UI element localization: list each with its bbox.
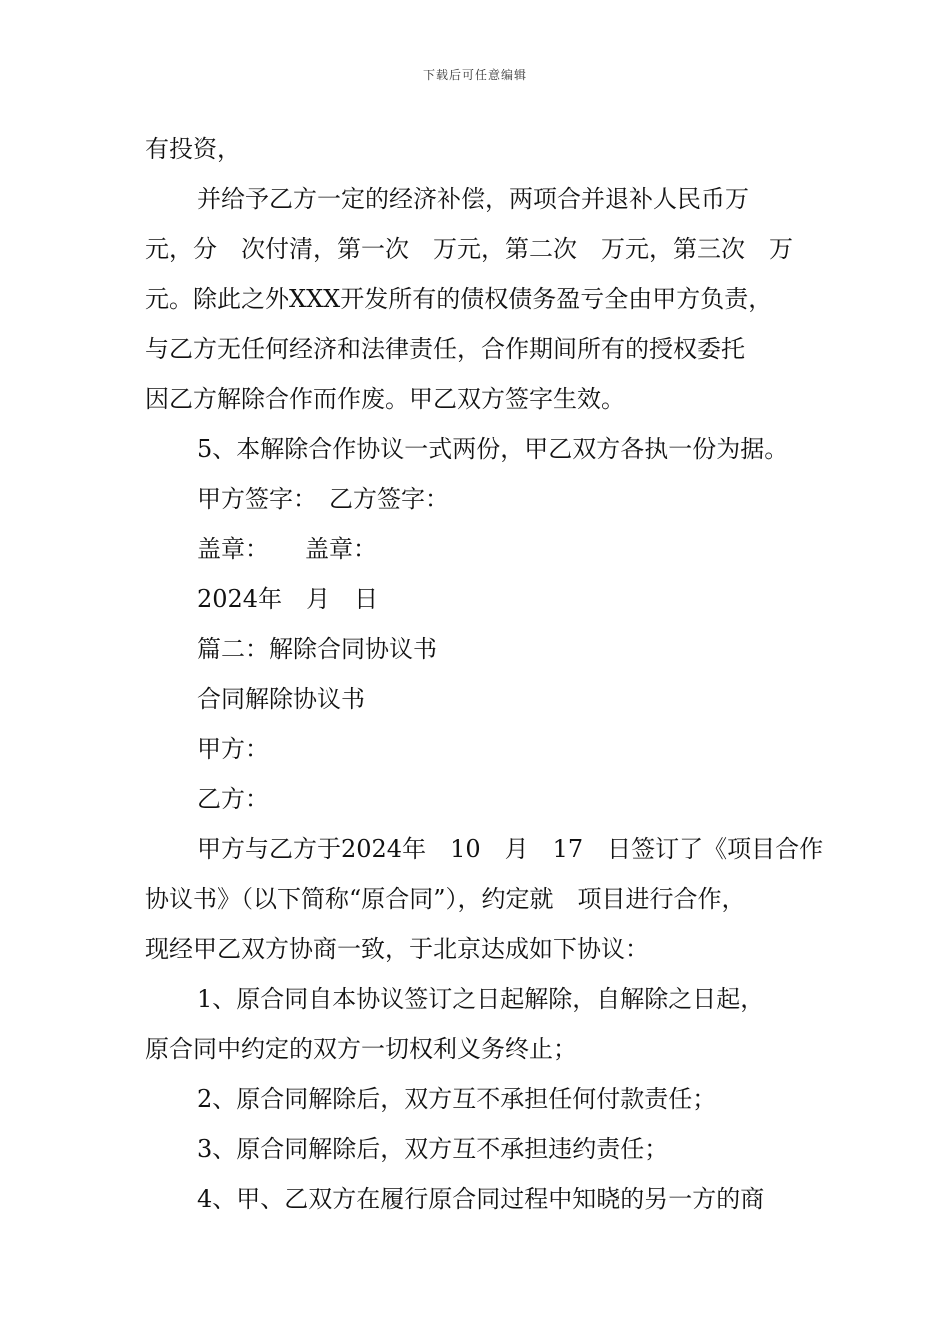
seal-line: 盖章： 盖章： xyxy=(197,535,377,563)
signature-line: 甲方签字： 乙方签字： xyxy=(197,485,449,513)
section-heading: 篇二：解除合同协议书 xyxy=(197,635,437,663)
text-line: 5、本解除合作协议一式两份，甲乙双方各执一份为据。 xyxy=(197,435,789,463)
text-line: 现经甲乙双方协商一致，于北京达成如下协议： xyxy=(145,935,649,963)
text-line: 协议书》（以下简称“原合同”），约定就 项目进行合作， xyxy=(145,885,746,913)
document-body xyxy=(145,124,825,1224)
text-line: 原合同中约定的双方一切权利义务终止； xyxy=(145,1035,577,1063)
text-line: 元，分 次付清，第一次 万元，第二次 万元，第三次 万 xyxy=(145,235,793,263)
clause-line: 4、甲、乙双方在履行原合同过程中知晓的另一方的商 xyxy=(197,1185,765,1213)
text-line: 甲方与乙方于2024年 10 月 17 日签订了《项目合作 xyxy=(197,835,824,863)
party-a-line: 甲方： xyxy=(197,735,269,763)
clause-line: 2、原合同解除后，双方互不承担任何付款责任； xyxy=(197,1085,717,1113)
text-line: 与乙方无任何经济和法律责任，合作期间所有的授权委托 xyxy=(145,335,745,363)
page-header: 下载后可任意编辑 xyxy=(422,68,527,82)
date-line: 2024年 月 日 xyxy=(197,585,379,613)
text-line: 元。除此之外XXX开发所有的债权债务盈亏全由甲方负责， xyxy=(145,285,773,313)
text-line: 并给予乙方一定的经济补偿，两项合并退补人民币万 xyxy=(197,185,749,213)
clause-line: 3、原合同解除后，双方互不承担违约责任； xyxy=(197,1135,669,1163)
party-b-line: 乙方： xyxy=(197,785,269,813)
document-title: 合同解除协议书 xyxy=(197,685,365,713)
clause-line: 1、原合同自本协议签订之日起解除，自解除之日起， xyxy=(197,985,765,1013)
text-line: 因乙方解除合作而作废。甲乙双方签字生效。 xyxy=(145,385,625,413)
text-line: 有投资， xyxy=(145,135,241,163)
